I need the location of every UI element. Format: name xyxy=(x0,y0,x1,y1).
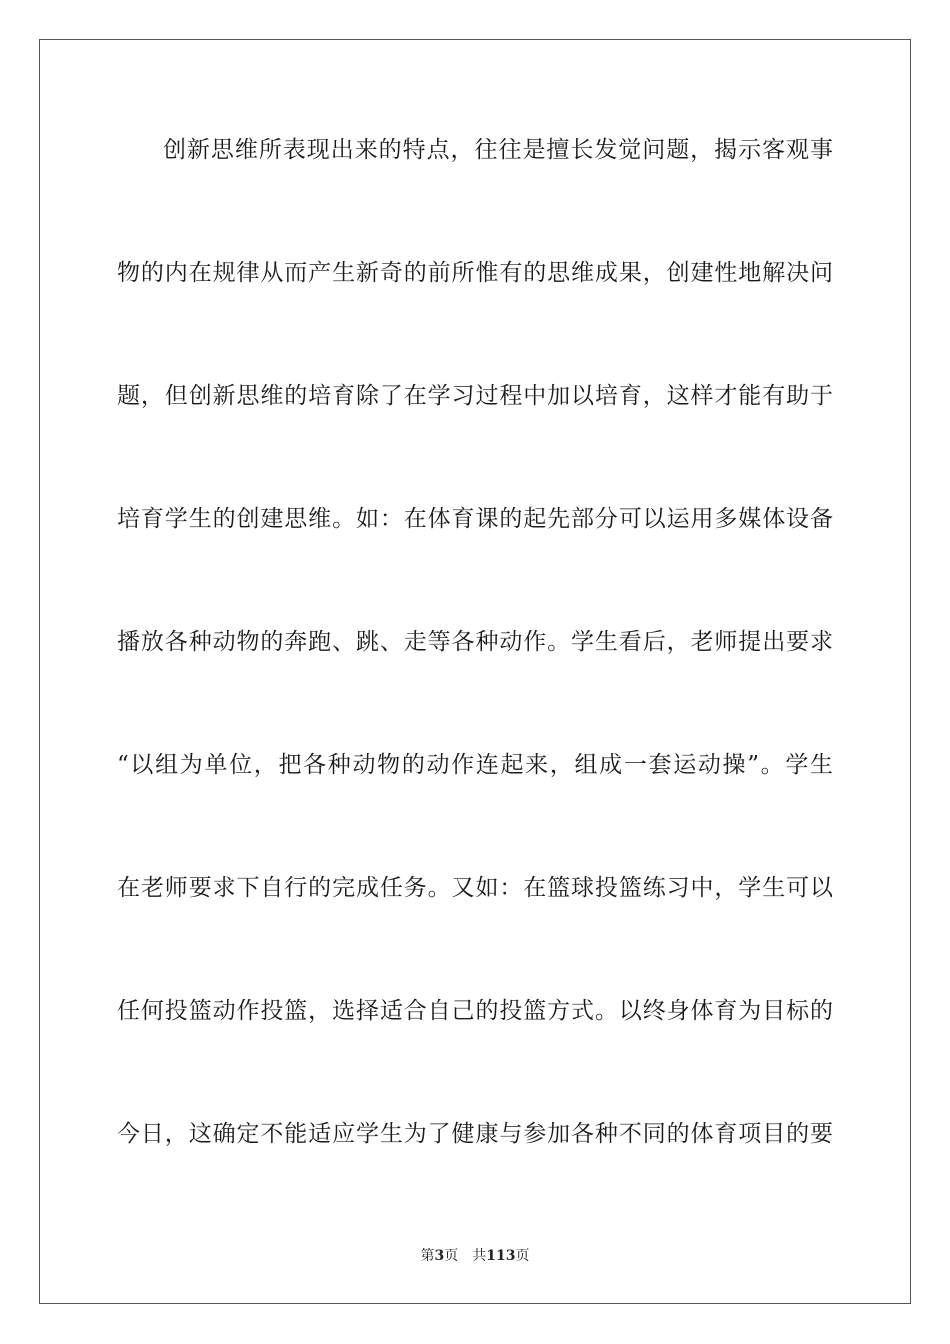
total-pages: 113 xyxy=(486,1248,516,1264)
paragraph-line: 题，但创新思维的培育除了在学习过程中加以培育，这样才能有助于 xyxy=(117,383,833,409)
paragraph-line: 播放各种动物的奔跑、跳、走等各种动作。学生看后，老师提出要求 xyxy=(117,629,833,655)
paragraph-line: 创新思维所表现出来的特点，往往是擅长发觉问题，揭示客观事 xyxy=(163,137,833,163)
page-suffix: 页 xyxy=(444,1248,459,1264)
paragraph-line: 今日，这确定不能适应学生为了健康与参加各种不同的体育项目的要 xyxy=(117,1121,833,1147)
paragraph-line: 培育学生的创建思维。如：在体育课的起先部分可以运用多媒体设备 xyxy=(117,506,833,532)
paragraph-line: 任何投篮动作投篮，选择适合自己的投篮方式。以终身体育为目标的 xyxy=(117,998,833,1024)
total-suffix: 页 xyxy=(515,1248,530,1264)
paragraph-line: 在老师要求下自行的完成任务。又如：在篮球投篮练习中，学生可以 xyxy=(117,875,833,901)
paragraph-line: “以组为单位，把各种动物的动作连起来，组成一套运动操”。学生 xyxy=(117,752,833,778)
page-prefix: 第 xyxy=(420,1248,435,1264)
page-border xyxy=(39,39,911,1304)
page-number: 3 xyxy=(434,1248,445,1264)
total-prefix: 共 xyxy=(472,1248,487,1264)
page-footer xyxy=(0,1247,950,1265)
paragraph-line: 物的内在规律从而产生新奇的前所惟有的思维成果，创建性地解决问 xyxy=(117,260,833,286)
